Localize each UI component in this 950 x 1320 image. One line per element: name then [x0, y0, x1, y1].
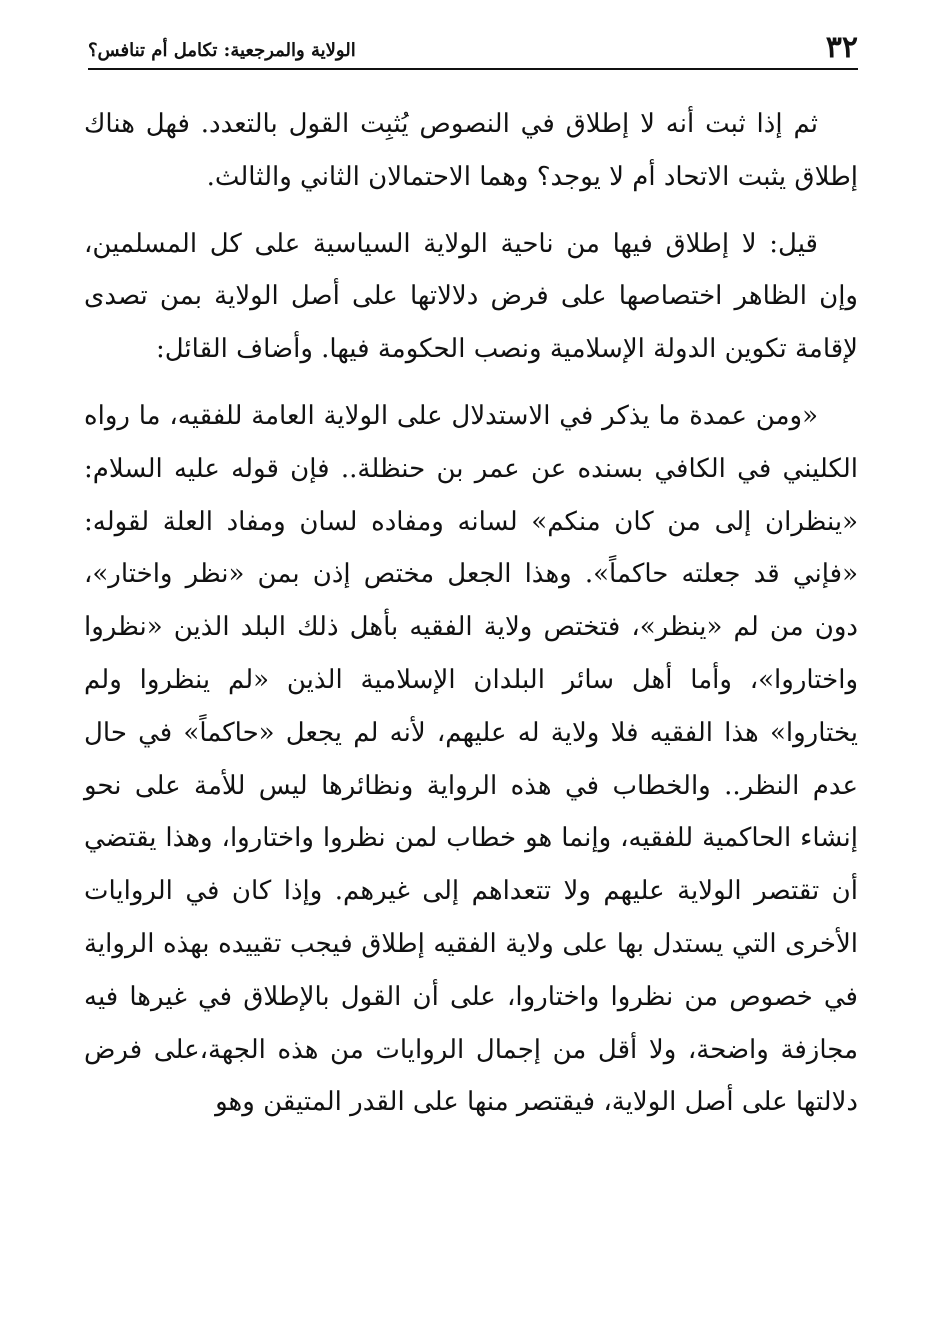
quoted-paragraph: «ومن عمدة ما يذكر في الاستدلال على الولاية العامة للفقيه، ما رواه الكليني في الكافي بسنده عن عمر بن حنظلة.. فإن قوله عليه السلام: «ينظران إلى من كان منكم» لسانه ومفاده لسان ومفاد العلة لقوله: «فإني قد جعلته حاكماً». وهذا الجعل مختص إذن بمن «نظر واختار»، دون من لم «ينظر»، فتختص ولاية الفقيه بأهل ذلك البلد الذين «نظروا واختاروا»، وأما أهل سائر البلدان الإسلامية الذين «لم ينظروا ولم يختاروا» هذا الفقيه فلا ولاية له عليهم، لأنه لم يجعل «حاكماً» في حال عدم النظر.. والخطاب في هذه الرواية ونظائرها ليس للأمة على نحو إنشاء الحاكمية للفقيه، وإنما هو خطاب لمن نظروا واختاروا، وهذا يقتضي أن تقتصر الولاية عليهم ولا تتعداهم إلى غيرهم. وإذا كان في الروايات الأخرى التي يستدل بها على ولاية الفقيه إطلاق فيجب تقييده بهذه الرواية في خصوص من نظروا واختاروا، على أن القول بالإطلاق في غيرها فيه مجازفة واضحة، ولا أقل من إجمال الروايات من هذه الجهة،على فرض دلالتها على أصل الولاية، فيقتصر منها على القدر المتيقن وهو [84, 400, 858, 1118]
body-text [84, 98, 858, 1129]
running-header [88, 30, 858, 70]
paragraph: ثم إذا ثبت أنه لا إطلاق في النصوص يُثبِت القول بالتعدد. فهل هناك إطلاق يثبت الاتحاد أم لا يوجد؟ وهما الاحتمالان الثاني والثالث. [84, 109, 858, 192]
page-number: ٣٢ [825, 30, 858, 65]
running-header-title: الولاية والمرجعية: تكامل أم تنافس؟ [88, 40, 356, 61]
paragraph: قيل: لا إطلاق فيها من ناحية الولاية السياسية على كل المسلمين، وإن الظاهر اختصاصها على فرض دلالاتها على أصل الولاية بمن تصدى لإقامة تكوين الدولة الإسلامية ونصب الحكومة فيها. وأضاف القائل: [84, 228, 858, 365]
